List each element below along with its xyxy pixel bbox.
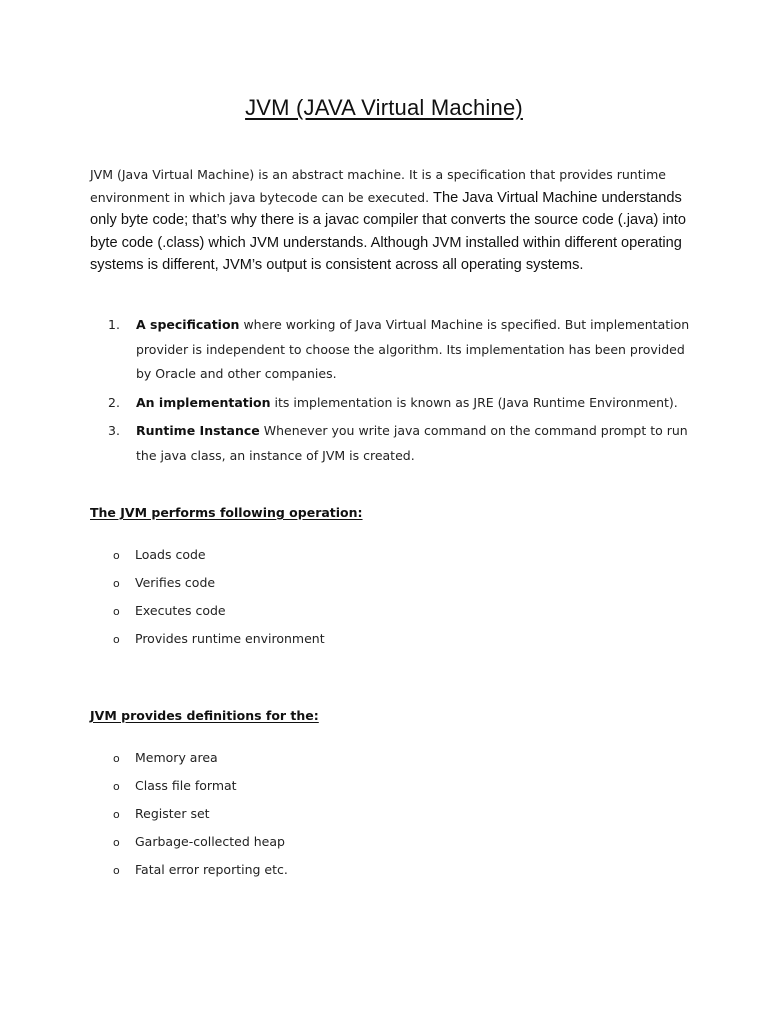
definitions-list xyxy=(113,749,673,889)
list-text: where working of Java Virtual Machine is specified. But implementation provider is independent to choose the algorithm. Its implementation has been provided by Oracle and other companies. xyxy=(136,317,690,381)
bullet-marker: o xyxy=(113,836,120,849)
list-item-text: Provides runtime environment xyxy=(135,631,325,646)
list-item-text: Class file format xyxy=(135,778,237,793)
list-item xyxy=(113,861,673,889)
operations-heading: The JVM performs following operation: xyxy=(90,505,363,520)
list-item-text: Garbage-collected heap xyxy=(135,834,285,849)
list-item xyxy=(113,749,673,777)
list-text: its implementation is known as JRE (Java Runtime Environment). xyxy=(274,394,678,410)
list-item xyxy=(108,313,690,387)
list-item xyxy=(108,419,690,468)
list-item xyxy=(113,777,673,805)
list-item-text: Executes code xyxy=(135,603,226,618)
bullet-marker: o xyxy=(113,605,120,618)
intro-text-part1: JVM (Java Virtual Machine) is an abstract machine. It is a specification that provides runtime environment in which java bytecode can be executed. xyxy=(90,167,666,205)
numbered-list xyxy=(108,313,690,472)
list-item-text: Verifies code xyxy=(135,575,216,590)
list-item xyxy=(108,391,690,416)
list-item xyxy=(113,630,673,658)
list-item-text: Fatal error reporting etc. xyxy=(135,862,288,877)
definitions-heading: JVM provides definitions for the: xyxy=(90,708,319,723)
bullet-marker: o xyxy=(113,808,120,821)
bullet-marker: o xyxy=(113,864,120,877)
operations-list xyxy=(113,546,673,658)
list-number: 1. xyxy=(108,317,120,332)
list-item xyxy=(113,833,673,861)
list-item-text: Memory area xyxy=(135,750,218,765)
list-number: 2. xyxy=(108,394,120,410)
bullet-marker: o xyxy=(113,577,120,590)
list-item xyxy=(113,602,673,630)
list-term: An implementation xyxy=(136,394,271,410)
list-number: 3. xyxy=(108,423,120,438)
list-item-text: Register set xyxy=(135,806,210,821)
bullet-marker: o xyxy=(113,549,120,562)
intro-paragraph xyxy=(90,164,690,277)
list-term: A specification xyxy=(136,317,240,332)
page-title: JVM (JAVA Virtual Machine) xyxy=(245,95,523,120)
list-item xyxy=(113,546,673,574)
bullet-marker: o xyxy=(113,752,120,765)
list-item xyxy=(113,805,673,833)
bullet-marker: o xyxy=(113,633,120,646)
intro-text-part2: The Java Virtual Machine understands only byte code; that’s why there is a javac compiler that converts the source code (.java) into byte code (.class) which JVM understands. Although JVM installed within different operating systems is different, JVM’s output is consistent across all operating systems. xyxy=(90,189,686,273)
list-text: Whenever you write java command on the command prompt to run the java class, an instance of JVM is created. xyxy=(136,423,688,463)
bullet-marker: o xyxy=(113,780,120,793)
list-item xyxy=(113,574,673,602)
list-term: Runtime Instance xyxy=(136,423,260,438)
list-item-text: Loads code xyxy=(135,547,206,562)
